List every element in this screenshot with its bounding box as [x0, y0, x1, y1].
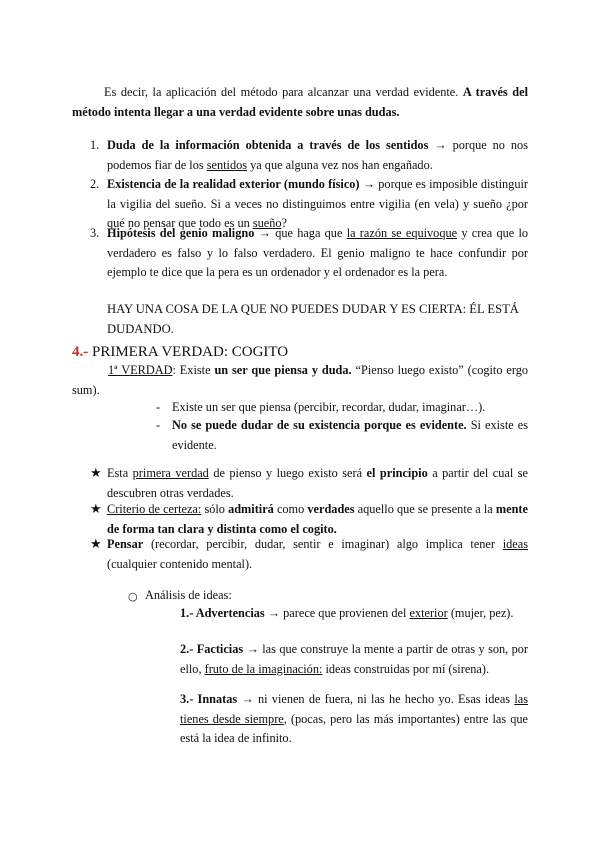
dash-item-2-bold: No se puede dudar de su existencia porque es evidente.: [172, 418, 467, 432]
arrow-icon: →: [267, 606, 281, 620]
list-item-2-bold: Existencia de la realidad exterior (mundo físico): [107, 177, 360, 191]
star-item-1-text: Esta: [107, 466, 129, 480]
list-item-3: [107, 224, 528, 283]
analysis-item-2-text: las que construye la mente a partir de otras y son, por ello,: [180, 642, 529, 676]
list-item-3-text: que haga que: [275, 226, 343, 240]
dash-item-2-text: Si existe es evidente.: [172, 418, 528, 452]
section-title: PRIMERA VERDAD: COGITO: [92, 344, 289, 360]
analysis-item-2-bold: 2.- Facticias: [180, 642, 244, 656]
dash-item-1: [172, 398, 528, 418]
arrow-icon: →: [241, 692, 254, 706]
analysis-item-2-text-end: ideas construidas por mí (sirena).: [325, 661, 490, 676]
list-item-1-underlined: sentidos: [206, 157, 248, 172]
list-item-2-text-end: ?: [281, 216, 287, 230]
arrow-icon: →: [246, 642, 259, 656]
dash-marker-2: -: [156, 418, 161, 432]
list-item-1-bold: Duda de la información obtenida a través de los sentidos: [107, 138, 429, 152]
list-item-2-underlined: sueño: [252, 216, 282, 230]
star-bullet-icon: ★: [90, 537, 102, 552]
star-item-3-text: (recordar, percibir, dudar, sentir e imaginar) algo implica tener: [150, 537, 495, 551]
analysis-item-1-bold: 1.- Advertencias: [180, 606, 265, 620]
arrow-icon: →: [362, 177, 376, 191]
circle-bullet-icon: ○: [128, 590, 138, 603]
primera-verdad-label: 1ª VERDAD: [108, 363, 173, 377]
list-item-1-text-end: ya que alguna vez nos han engañado.: [250, 157, 433, 172]
list-number-3: 3.: [90, 226, 100, 240]
list-item-1-text: porque no nos podemos fiar de los: [107, 138, 528, 172]
primera-verdad-bold: un ser que piensa y duda.: [214, 363, 352, 377]
list-number-1: 1.: [90, 138, 100, 152]
dash-item-1-text: Existe un ser que piensa (percibir, recordar, dudar, imaginar…).: [172, 400, 486, 414]
dash-item-2: [172, 416, 528, 455]
analysis-item-3-underlined: las tienes desde siempre: [180, 692, 528, 726]
analysis-item-1-text-end: (mujer, pez).: [450, 606, 514, 620]
section-heading: [72, 343, 288, 363]
star-item-2: [107, 500, 528, 539]
analysis-item-1: [180, 604, 528, 624]
section-number: 4.-: [72, 344, 89, 360]
list-item-2-text: porque es imposible distinguir la vigilia del sueño. Si a veces no distinguimos entre vigilia (en vela) y sueño ¿por qué no pensar que todo es un: [107, 177, 528, 230]
star-item-3: [107, 535, 528, 574]
star-item-2-underlined: Criterio de certeza:: [107, 502, 202, 516]
star-bullet-icon: ★: [90, 502, 102, 517]
star-item-2-text-3: aquello que se presente a la: [357, 502, 493, 516]
analysis-item-2-underlined: fruto de la imaginación:: [204, 661, 323, 676]
primera-verdad-quote: “Pienso luego existo” (cogito ergo sum).: [72, 363, 528, 397]
star-item-1-bold: el principio: [366, 466, 428, 480]
star-item-1-underlined: primera verdad: [132, 466, 209, 480]
caps-statement: HAY UNA COSA DE LA QUE NO PUEDES DUDAR Y ES CIERTA: ÉL ESTÁ DUDANDO.: [107, 302, 519, 336]
intro-plain-text: Es decir, la aplicación del método para alcanzar una verdad evidente.: [104, 85, 459, 99]
star-item-2-bold-3: mente de forma tan clara y distinta como el cogito.: [107, 502, 528, 536]
star-item-2-bold-2: verdades: [307, 502, 355, 516]
analysis-item-1-underlined: exterior: [409, 606, 448, 620]
analysis-item-1-text: parece que provienen del: [283, 606, 407, 620]
primera-verdad-text: : Existe: [172, 363, 211, 377]
star-item-2-text-2: como: [276, 502, 305, 516]
star-item-1-text-2: de pienso y luego existo será: [213, 466, 363, 480]
star-item-3-underlined: ideas: [502, 537, 529, 551]
list-item-3-underlined: la razón se equivoque: [346, 226, 458, 240]
list-item-3-bold: Hipótesis del genio maligno: [107, 226, 255, 240]
star-item-2-text: sólo: [204, 502, 225, 516]
list-item-1: [107, 136, 528, 175]
dash-marker-1: -: [156, 400, 161, 414]
analysis-label: Análisis de ideas:: [145, 588, 232, 602]
star-item-2-bold-1: admitirá: [228, 502, 274, 516]
analysis-item-3: [180, 690, 528, 749]
arrow-icon: →: [434, 138, 447, 152]
analysis-item-3-bold: 3.- Innatas: [180, 692, 238, 706]
star-bullet-icon: ★: [90, 466, 102, 481]
star-item-1-text-3: a partir del cual se descubren otras verdades.: [107, 466, 528, 500]
intro-paragraph: [72, 83, 528, 122]
analysis-item-3-text: ni vienen de fuera, ni las he hecho yo. Esas ideas: [258, 692, 511, 706]
arrow-icon: →: [258, 226, 271, 240]
list-number-2: 2.: [90, 177, 100, 191]
analysis-item-3-text-end: , (pocas, pero las más importantes) entre las que está la idea de infinito.: [180, 711, 528, 745]
intro-bold-text: A través del método intenta llegar a una verdad evidente sobre unas dudas.: [72, 85, 528, 119]
analysis-item-2: [180, 640, 528, 679]
star-item-3-bold: Pensar: [107, 537, 144, 551]
primera-verdad-paragraph: [72, 361, 528, 400]
star-item-1: [107, 464, 528, 503]
star-item-3-text-2: (cualquier contenido mental).: [107, 556, 253, 571]
list-item-3-text-end: y crea que lo verdadero es falso y lo falso verdadero. El genio maligno te hace confundir por ejemplo te dice que la pera es un ordenador y el ordenador es la pera.: [107, 226, 529, 279]
